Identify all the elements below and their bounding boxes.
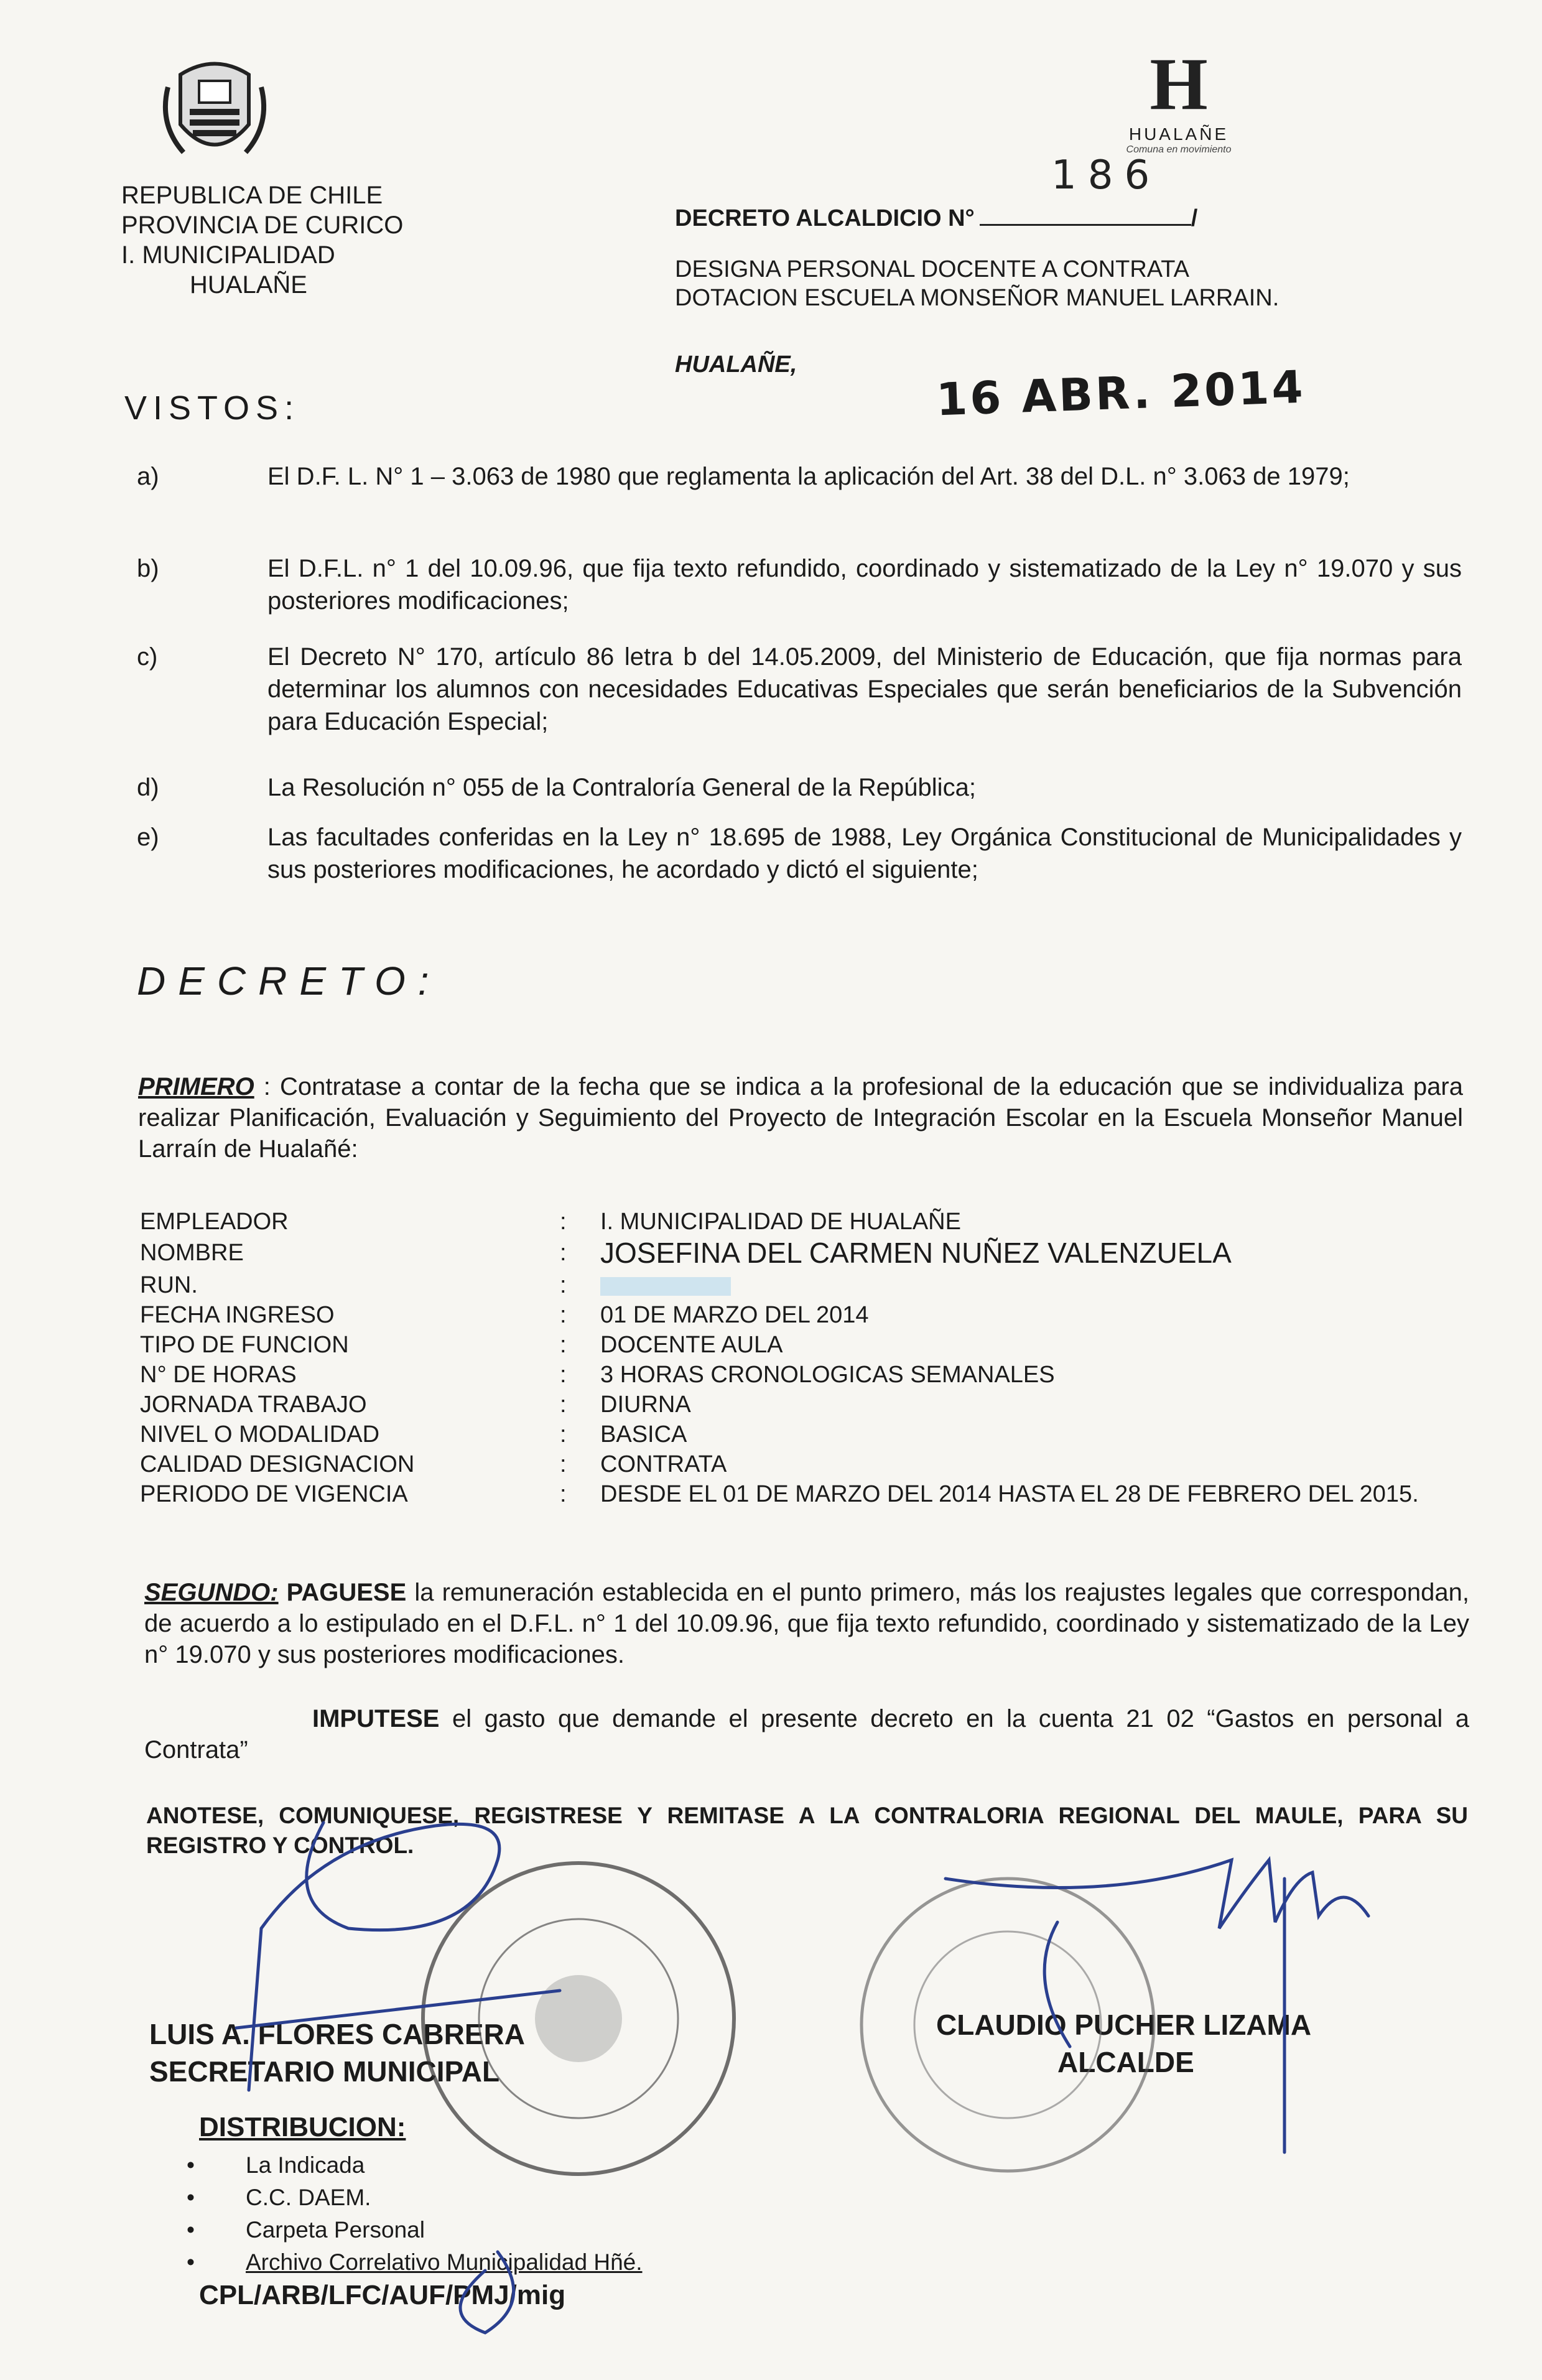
visto-text: El D.F.L. n° 1 del 10.09.96, que fija texto refundido, coordinado y sistematizado de la Ley n° 19.070 y sus posteriores modificaciones; — [267, 555, 1462, 615]
issuer-line: I. MUNICIPALIDAD — [121, 241, 335, 269]
signer-name: LUIS A. FLORES CABRERA — [149, 2018, 525, 2050]
field-value: DOCENTE AULA — [600, 1332, 783, 1358]
hualane-logo — [1126, 44, 1232, 162]
field-key: NOMBRE — [140, 1240, 244, 1266]
decree-label: DECRETO ALCALDICIO N° — [675, 205, 975, 231]
decree-number-blank — [980, 205, 1191, 226]
field-empleador: EMPLEADOR : I. MUNICIPALIDAD DE HUALAÑE — [140, 1207, 1477, 1238]
field-value: DESDE EL 01 DE MARZO DEL 2014 HASTA EL 28 DE FEBRERO DEL 2015. — [600, 1481, 1419, 1507]
subject-line: DESIGNA PERSONAL DOCENTE A CONTRATA — [675, 256, 1190, 282]
distribution-list — [187, 2149, 643, 2279]
place: HUALAÑE, — [675, 351, 797, 378]
field-key: CALIDAD DESIGNACION — [140, 1451, 415, 1477]
visto-text: La Resolución n° 055 de la Contraloría General de la República; — [267, 774, 976, 801]
primero-text: : Contratase a contar de la fecha que se indica a la profesional de la educación que se individualiza para realizar Planificación, Evaluación y Seguimiento del Proyecto de Integración Escolar en la Escuela Monseñor Manuel Larraín de Hualañé: — [138, 1073, 1463, 1163]
imputese-verb: IMPUTESE — [312, 1705, 440, 1732]
visto-text: Las facultades conferidas en la Ley n° 18.695 de 1988, Ley Orgánica Constitucional de Municipalidades y sus posteriores modificaciones, he acordado y dictó el siguiente; — [267, 824, 1462, 883]
date-stamp: 16 ABR. 2014 — [935, 360, 1306, 426]
field-nombre: NOMBRE : JOSEFINA DEL CARMEN NUÑEZ VALENZUELA — [140, 1238, 1477, 1269]
field-run: RUN. : — [140, 1270, 1477, 1301]
handwritten-decree-number: 186 — [1051, 152, 1161, 198]
field-fecha-ingreso: FECHA INGRESO : 01 DE MARZO DEL 2014 — [140, 1300, 1477, 1331]
decree-number-line: DECRETO ALCALDICIO N° / — [675, 205, 1198, 231]
signer-title: ALCALDE — [1057, 2046, 1194, 2078]
field-key: TIPO DE FUNCION — [140, 1332, 349, 1358]
imputese-text: el gasto que demande el presente decreto en la cuenta 21 02 “Gastos en personal a Contrata” — [144, 1705, 1469, 1764]
visto-text: El Decreto N° 170, artículo 86 letra b del 14.05.2009, del Ministerio de Educación, que fija normas para determinar los alumnos con necesidades Educativas Especiales que serán beneficiarios de la Subvención para Educación Especial; — [267, 643, 1462, 735]
visto-letter: b) — [137, 555, 159, 582]
signer-name: CLAUDIO PUCHER LIZAMA — [936, 2009, 1312, 2041]
segundo-verb: PAGUESE — [286, 1579, 407, 1606]
signer-title: SECRETARIO MUNICIPAL — [149, 2055, 500, 2088]
field-value: I. MUNICIPALIDAD DE HUALAÑE — [600, 1209, 961, 1235]
field-key: NIVEL O MODALIDAD — [140, 1421, 380, 1448]
coat-of-arms-icon — [156, 50, 274, 171]
h-logo-icon: H — [1150, 42, 1208, 125]
logo-tagline: Comuna en movimiento — [1126, 144, 1232, 155]
issuer-block — [121, 180, 403, 300]
field-value: BASICA — [600, 1421, 687, 1448]
closing-clause: ANOTESE, COMUNIQUESE, REGISTRESE Y REMITASE A LA CONTRALORIA REGIONAL DEL MAULE, PARA SU REGISTRO Y CONTROL. — [146, 1803, 1468, 1858]
decree-subject — [675, 255, 1279, 312]
visto-text: El D.F. L. N° 1 – 3.063 de 1980 que reglamenta la aplicación del Art. 38 del D.L. n° 3.063 de 1979; — [267, 463, 1350, 490]
field-value: 01 DE MARZO DEL 2014 — [600, 1302, 869, 1328]
field-horas: N° DE HORAS : 3 HORAS CRONOLOGICAS SEMANALES — [140, 1360, 1477, 1391]
field-value: JOSEFINA DEL CARMEN NUÑEZ VALENZUELA — [600, 1237, 1232, 1269]
field-periodo: PERIODO DE VIGENCIA : DESDE EL 01 DE MARZO DEL 2014 HASTA EL 28 DE FEBRERO DEL 2015. — [140, 1479, 1477, 1541]
visto-item — [137, 771, 1462, 804]
field-value: DIURNA — [600, 1392, 691, 1418]
segundo-label: SEGUNDO: — [144, 1579, 279, 1606]
field-nivel: NIVEL O MODALIDAD : BASICA — [140, 1420, 1477, 1451]
field-value — [600, 1270, 1542, 1300]
visto-letter: d) — [137, 774, 159, 801]
list-item: • C.C. DAEM. — [187, 2182, 643, 2214]
imputese-paragraph — [144, 1703, 1469, 1765]
issuer-line: PROVINCIA DE CURICO — [121, 212, 404, 239]
field-value: 3 HORAS CRONOLOGICAS SEMANALES — [600, 1362, 1055, 1388]
field-value: CONTRATA — [600, 1451, 727, 1477]
signature-block-mayor — [936, 2006, 1311, 2081]
field-key: PERIODO DE VIGENCIA — [140, 1481, 408, 1507]
redaction-box — [600, 1277, 731, 1296]
visto-item — [137, 552, 1462, 617]
field-tipo-funcion: TIPO DE FUNCION : DOCENTE AULA — [140, 1330, 1477, 1361]
list-item: • Carpeta Personal — [187, 2214, 643, 2246]
visto-item — [137, 821, 1462, 886]
primero-label: PRIMERO — [138, 1073, 254, 1100]
visto-letter: a) — [137, 463, 159, 490]
visto-item — [137, 460, 1462, 493]
reference-initials: CPL/ARB/LFC/AUF/PMJ/mig — [199, 2280, 566, 2310]
field-key: N° DE HORAS — [140, 1362, 297, 1388]
primero-paragraph — [138, 1071, 1463, 1164]
issuer-line: REPUBLICA DE CHILE — [121, 182, 383, 209]
signature-block-secretary — [149, 2015, 525, 2090]
field-calidad: CALIDAD DESIGNACION : CONTRATA — [140, 1449, 1477, 1481]
distribution-title: DISTRIBUCION: — [199, 2112, 406, 2142]
issuer-line: HUALAÑE — [190, 271, 307, 299]
field-key: FECHA INGRESO — [140, 1302, 335, 1328]
segundo-paragraph — [144, 1577, 1469, 1670]
list-item: • La Indicada — [187, 2149, 643, 2182]
field-key: RUN. — [140, 1272, 198, 1298]
visto-letter: e) — [137, 824, 159, 851]
vistos-title: VISTOS: — [124, 389, 300, 427]
visto-item — [137, 641, 1462, 738]
subject-line: DOTACION ESCUELA MONSEÑOR MANUEL LARRAIN. — [675, 285, 1280, 311]
logo-name: HUALAÑE — [1128, 124, 1229, 144]
decreto-title: DECRETO: — [137, 959, 442, 1003]
field-key: EMPLEADOR — [140, 1209, 289, 1235]
field-jornada: JORNADA TRABAJO : DIURNA — [140, 1390, 1477, 1421]
segundo-text: la remuneración establecida en el punto primero, más los reajustes legales que correspondan, de acuerdo a lo estipulado en el D.F.L. n° 1 del 10.09.96, que fija texto refundido, coordinado y sistematizado de la Ley n° 19.070 y sus posteriores modificaciones. — [144, 1579, 1469, 1668]
visto-letter: c) — [137, 643, 158, 671]
field-key: JORNADA TRABAJO — [140, 1392, 367, 1418]
list-item: • Archivo Correlativo Municipalidad Hñé. — [187, 2246, 643, 2279]
